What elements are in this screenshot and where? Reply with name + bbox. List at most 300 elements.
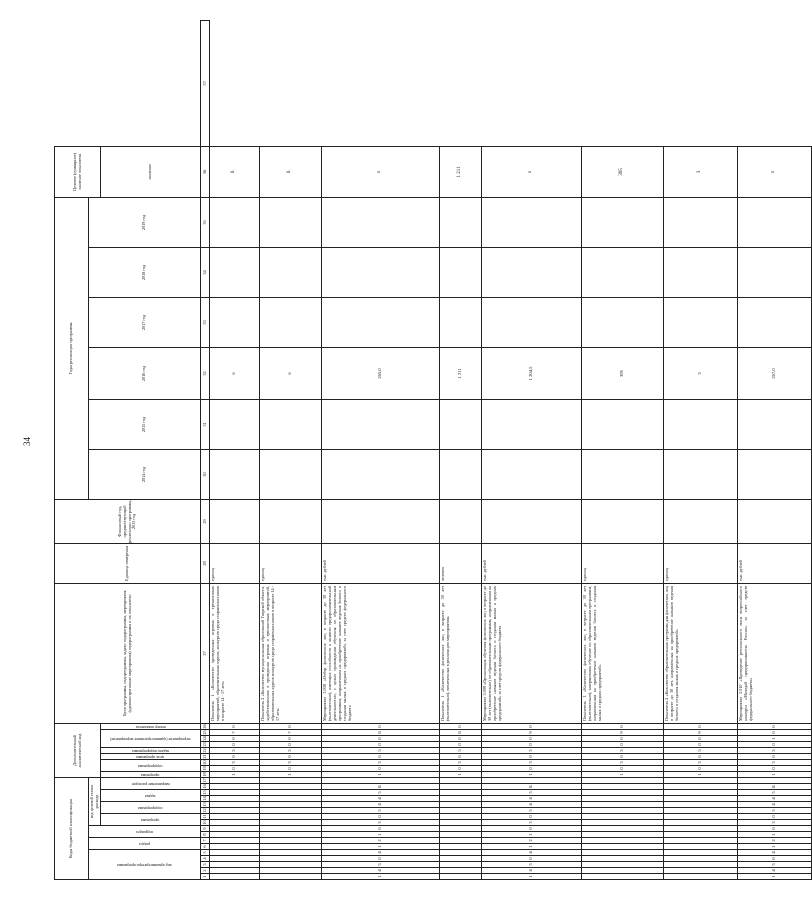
- kbk-digit: [210, 820, 260, 826]
- value-2015: [664, 399, 738, 449]
- dop-digit: 7: [260, 729, 322, 735]
- dop-digit: 5: [664, 747, 738, 753]
- row-name: Показатель 2 «Количество образовательных программ для физических лиц в возрасте до 30 лет, направленных на приобретение навыков ведения бизнеса и создания малых и средних предприятий»: [664, 583, 738, 723]
- kbk-spacer: [582, 777, 664, 783]
- table-row: [322, 20, 440, 879]
- dop-digit: 3: [440, 759, 482, 765]
- kbk-digit: [664, 790, 738, 796]
- kbk-digit: 4: [322, 868, 440, 874]
- dop-digit: 0: [482, 735, 582, 741]
- column-number: 6: [201, 844, 210, 850]
- dop-digit: 0: [210, 765, 260, 771]
- kbk-digit: [582, 784, 664, 790]
- kbk-digit: 1: [482, 844, 582, 850]
- kbk-digit: 0: [322, 826, 440, 832]
- header-year-2014: 2014 год: [89, 449, 201, 499]
- value-2014: [582, 449, 664, 499]
- kbk-digit: [210, 844, 260, 850]
- column-number: 32: [201, 347, 210, 399]
- row-unit: единиц: [582, 543, 664, 583]
- kbk-digit: [210, 826, 260, 832]
- kbk-digit: [582, 838, 664, 844]
- kbk-digit: [210, 808, 260, 814]
- kbk-digit: 1: [738, 874, 812, 880]
- dop-digit: 0: [440, 765, 482, 771]
- kbk-digit: [582, 856, 664, 862]
- kbk-digit: [210, 784, 260, 790]
- kbk-digit: [582, 868, 664, 874]
- value-2019: [440, 197, 482, 247]
- kbk-digit: [260, 832, 322, 838]
- value-2014: [738, 449, 812, 499]
- column-number: 33: [201, 297, 210, 347]
- value-2017: [664, 297, 738, 347]
- header-years: Годы реализации программы: [55, 197, 89, 499]
- kbk-digit: [260, 808, 322, 814]
- kbk-digit: [440, 838, 482, 844]
- table-row: [582, 20, 664, 879]
- kbk-digit: [260, 784, 322, 790]
- header-year-2018: 2018 год: [89, 247, 201, 297]
- kbk-digit: 0: [738, 856, 812, 862]
- dop-digit: 0: [440, 741, 482, 747]
- kbk-spacer: [664, 777, 738, 783]
- kbk-digit: [582, 820, 664, 826]
- kbk-digit: [664, 808, 738, 814]
- header-unit: Единица измерения: [55, 543, 201, 583]
- kbk-digit: Б: [738, 784, 812, 790]
- value-2015: [260, 399, 322, 449]
- kbk-digit: 5: [738, 790, 812, 796]
- dop-digit: 0: [260, 723, 322, 729]
- row-name: Показатель 1 «Количество проведенных игровых и тренинговых мероприятий, образовательных курсов, конкурсов среди старшеклассников в возрасте 14 - 17 лет»: [210, 583, 260, 723]
- column-number: 30: [201, 449, 210, 499]
- row-name: Показатель 2 «Количество муниципальных образований Тверской области, задействованных в проведении игровых и тренинговых мероприятий, образовательных курсов конкурсов среди старшеклассников в возрасте 14 - 17 лет»: [260, 583, 322, 723]
- value-2019: [664, 197, 738, 247]
- row-name: Мероприятие 5.010 «Проведение регионального этапа всероссийского конкурса «Молодой предприниматель России» за счет средств федерального бюджета»: [738, 583, 812, 723]
- kbk-digit: 5: [482, 862, 582, 868]
- value-target: 395: [582, 146, 664, 197]
- header-dop-program: программа: [101, 771, 201, 777]
- kbk-digit: [440, 790, 482, 796]
- kbk-digit: [664, 856, 738, 862]
- value-2016: 6: [210, 347, 260, 399]
- value-2013: [260, 499, 322, 543]
- kbk-digit: [440, 802, 482, 808]
- kbk-digit: [210, 868, 260, 874]
- value-2015: [582, 399, 664, 449]
- value-2018: [738, 247, 812, 297]
- column-number: 5: [201, 850, 210, 856]
- header-year-2016: 2016 год: [89, 347, 201, 399]
- row-unit: тыс. рублей: [482, 543, 582, 583]
- column-number: 4: [201, 856, 210, 862]
- dop-digit: 3: [210, 759, 260, 765]
- value-2016: 395: [582, 347, 664, 399]
- kbk-digit: 4: [482, 796, 582, 802]
- row-unit: тыс. рублей: [738, 543, 812, 583]
- value-2018: [582, 247, 664, 297]
- value-2017: [582, 297, 664, 347]
- kbk-digit: [260, 820, 322, 826]
- kbk-digit: 2: [322, 838, 440, 844]
- kbk-digit: 3: [482, 820, 582, 826]
- table-body: [210, 20, 812, 879]
- row-name: Показатель 1 «Количество физических лиц в возрасте до 30 лет (включительно), вовлеченных в реализацию мероприятия»: [440, 583, 482, 723]
- dop-digit: 5: [440, 747, 482, 753]
- kbk-digit: 1: [738, 832, 812, 838]
- kbk-digit: 4: [322, 802, 440, 808]
- dop-digit: 3: [260, 759, 322, 765]
- kbk-digit: 1: [322, 832, 440, 838]
- kbk-digit: [664, 826, 738, 832]
- dop-digit: 0: [210, 723, 260, 729]
- column-number: 36: [201, 146, 210, 197]
- kbk-digit: [260, 874, 322, 880]
- dop-digit: 3: [582, 759, 664, 765]
- kbk-digit: [260, 856, 322, 862]
- value-2017: [322, 297, 440, 347]
- header-cs-direction: направление расходов: [101, 777, 201, 789]
- kbk-digit: [440, 826, 482, 832]
- kbk-digit: [210, 856, 260, 862]
- kbk-digit: [582, 832, 664, 838]
- kbk-digit: 4: [322, 796, 440, 802]
- value-2013: [582, 499, 664, 543]
- kbk-digit: [440, 862, 482, 868]
- kbk-digit: 4: [322, 850, 440, 856]
- kbk-digit: [260, 844, 322, 850]
- value-2015: [440, 399, 482, 449]
- kbk-digit: [582, 802, 664, 808]
- kbk-digit: [210, 874, 260, 880]
- kbk-digit: [210, 802, 260, 808]
- kbk-digit: [440, 820, 482, 826]
- kbk-spacer: [322, 777, 440, 783]
- value-2013: [738, 499, 812, 543]
- kbk-digit: 4: [738, 796, 812, 802]
- kbk-digit: [440, 844, 482, 850]
- kbk-digit: [582, 850, 664, 856]
- kbk-digit: Б: [482, 784, 582, 790]
- kbk-spacer: [260, 777, 322, 783]
- column-number: 27: [201, 583, 210, 723]
- kbk-digit: [260, 814, 322, 820]
- dop-digit: 1: [738, 735, 812, 741]
- dop-digit: 3: [322, 759, 440, 765]
- kbk-digit: [582, 808, 664, 814]
- rotated-table-container: [54, 34, 777, 880]
- dop-digit: 0: [664, 765, 738, 771]
- column-number: 24: [201, 735, 210, 741]
- value-2018: [482, 247, 582, 297]
- header-dop-event: мероприятие (административное мероприятие): [101, 729, 201, 747]
- dop-digit: 0: [210, 753, 260, 759]
- kbk-digit: [210, 790, 260, 796]
- kbk-digit: 5: [322, 790, 440, 796]
- value-2015: [482, 399, 582, 449]
- dop-digit: 0: [322, 735, 440, 741]
- kbk-digit: [664, 814, 738, 820]
- kbk-digit: [664, 868, 738, 874]
- header-dop-indicator: номер показателя: [101, 723, 201, 729]
- column-number: 37: [201, 20, 210, 146]
- dop-digit: 0: [322, 741, 440, 747]
- value-2019: [482, 197, 582, 247]
- kbk-digit: 1: [738, 844, 812, 850]
- value-2017: [738, 297, 812, 347]
- value-target: х: [738, 146, 812, 197]
- dop-digit: 0: [582, 735, 664, 741]
- header-year-2017: 2017 год: [89, 297, 201, 347]
- column-number: 22: [201, 747, 210, 753]
- dop-digit: 1: [664, 771, 738, 777]
- kbk-digit: 1: [322, 844, 440, 850]
- value-2013: [664, 499, 738, 543]
- row-unit: единиц: [664, 543, 738, 583]
- dop-digit: 5: [210, 747, 260, 753]
- column-number: 29: [201, 499, 210, 543]
- kbk-digit: [582, 796, 664, 802]
- value-2014: [260, 449, 322, 499]
- kbk-digit: 1: [322, 874, 440, 880]
- value-2015: [738, 399, 812, 449]
- kbk-digit: [260, 862, 322, 868]
- column-number: 3: [201, 862, 210, 868]
- value-target: х: [482, 146, 582, 197]
- kbk-digit: [664, 874, 738, 880]
- dop-digit: 0: [482, 753, 582, 759]
- kbk-digit: [440, 808, 482, 814]
- dop-digit: 0: [260, 735, 322, 741]
- dop-digit: 0: [738, 729, 812, 735]
- value-2017: [440, 297, 482, 347]
- dop-digit: 0: [582, 723, 664, 729]
- kbk-digit: [260, 850, 322, 856]
- kbk-digit: [260, 802, 322, 808]
- value-target: 1 211: [440, 146, 482, 197]
- column-numbers-row: [201, 20, 210, 879]
- dop-digit: 1: [482, 771, 582, 777]
- value-target: 6: [260, 146, 322, 197]
- value-2018: [440, 247, 482, 297]
- kbk-digit: [260, 790, 322, 796]
- table-row: [664, 20, 738, 879]
- dop-digit: 0: [582, 765, 664, 771]
- value-2014: [322, 449, 440, 499]
- kbk-spacer: [440, 777, 482, 783]
- dop-digit: 0: [260, 765, 322, 771]
- dop-digit: 0: [738, 765, 812, 771]
- dop-digit: 0: [210, 735, 260, 741]
- column-number: 17: [201, 777, 210, 783]
- kbk-digit: 0: [482, 814, 582, 820]
- column-number: 28: [201, 543, 210, 583]
- kbk-digit: 4: [738, 868, 812, 874]
- dop-digit: 5: [738, 747, 812, 753]
- header-target-value: значение: [101, 146, 201, 197]
- column-number: 16: [201, 784, 210, 790]
- value-2016: 1 211: [440, 347, 482, 399]
- value-target: 6: [210, 146, 260, 197]
- row-name: Мероприятие 5.008 «Отбор физических лиц в возрасте до 30 лет (включительно), имеющих способности к занятию предпринимательской деятельностью, с целью прохождения обучения по образовательным программам, направленным на приобретение навыков ведения бизнеса и создания малых и средних предприятий» за счет средств федерального бюджета: [322, 583, 440, 723]
- dop-digit: 0: [582, 741, 664, 747]
- dop-digit: 5: [482, 747, 582, 753]
- dop-digit: 0: [322, 753, 440, 759]
- dop-digit: 0: [738, 753, 812, 759]
- kbk-digit: 5: [322, 808, 440, 814]
- kbk-digit: [664, 796, 738, 802]
- dop-digit: 8: [440, 729, 482, 735]
- value-2013: [440, 499, 482, 543]
- column-number: 35: [201, 197, 210, 247]
- value-2018: [322, 247, 440, 297]
- dop-digit: 0: [260, 753, 322, 759]
- value-2016: 265,0: [322, 347, 440, 399]
- column-number: 19: [201, 765, 210, 771]
- value-2017: [482, 297, 582, 347]
- dop-digit: 1: [210, 771, 260, 777]
- kbk-digit: 4: [482, 868, 582, 874]
- dop-digit: 0: [738, 741, 812, 747]
- column-number: 34: [201, 247, 210, 297]
- column-number: 26: [201, 723, 210, 729]
- dop-digit: 0: [440, 735, 482, 741]
- kbk-digit: 0: [738, 826, 812, 832]
- dop-digit: 0: [210, 741, 260, 747]
- table-row: [482, 20, 582, 879]
- column-number: 10: [201, 820, 210, 826]
- dop-digit: 7: [210, 729, 260, 735]
- header-kbk-admin: код администратора программы: [89, 850, 201, 880]
- value-2015: [210, 399, 260, 449]
- header-cs-task: задача: [101, 790, 201, 802]
- column-number: 8: [201, 832, 210, 838]
- kbk-digit: [210, 814, 260, 820]
- value-2016: 267,0: [738, 347, 812, 399]
- value-2013: [482, 499, 582, 543]
- table-row: [440, 20, 482, 879]
- value-2018: [210, 247, 260, 297]
- dop-digit: 5: [582, 747, 664, 753]
- column-number: 21: [201, 753, 210, 759]
- dop-digit: 1: [322, 771, 440, 777]
- dop-digit: 0: [482, 765, 582, 771]
- dop-digit: 0: [664, 735, 738, 741]
- header-year-2015: 2015 год: [89, 399, 201, 449]
- header-dop-task: задача подпрограммы: [101, 747, 201, 753]
- kbk-digit: [582, 826, 664, 832]
- kbk-digit: 4: [482, 850, 582, 856]
- kbk-digit: [440, 784, 482, 790]
- column-number: 9: [201, 826, 210, 832]
- row-unit: человек: [440, 543, 482, 583]
- dop-digit: 0: [738, 723, 812, 729]
- header-kbk-section: раздел: [89, 838, 201, 850]
- row-unit: единиц: [210, 543, 260, 583]
- kbk-digit: 0: [738, 814, 812, 820]
- dop-digit: 3: [482, 759, 582, 765]
- header-dop-goal: цель программы: [101, 753, 201, 759]
- kbk-digit: 1: [482, 874, 582, 880]
- row-name: Показатель 1 «Количество физических лиц в возрасте до 30 лет (включительно), завершивших обучение по образовательным программам, направленным на приобретение навыков ведения бизнеса и создания малых и средних предприятий»: [582, 583, 664, 723]
- dop-digit: 9: [664, 729, 738, 735]
- dop-digit: 0: [322, 765, 440, 771]
- value-2016: 6: [260, 347, 322, 399]
- dop-digit: 1: [260, 771, 322, 777]
- kbk-digit: [440, 874, 482, 880]
- kbk-digit: 4: [738, 850, 812, 856]
- column-number: 11: [201, 814, 210, 820]
- table-row: [260, 20, 322, 879]
- value-2019: [260, 197, 322, 247]
- dop-digit: 3: [664, 759, 738, 765]
- value-2017: [260, 297, 322, 347]
- kbk-digit: [260, 868, 322, 874]
- dop-digit: 1: [582, 771, 664, 777]
- dop-digit: 0: [664, 723, 738, 729]
- column-number: 2: [201, 868, 210, 874]
- kbk-digit: [582, 844, 664, 850]
- value-2015: [322, 399, 440, 449]
- header-target: Целевое (суммарное) значение показателя: [55, 146, 101, 197]
- kbk-digit: [440, 796, 482, 802]
- kbk-digit: [210, 838, 260, 844]
- kbk-spacer: [210, 777, 260, 783]
- value-2019: [582, 197, 664, 247]
- value-2014: [210, 449, 260, 499]
- row-name: Мероприятие 5.009 «Организация обучения физических лиц в возрасте до 30 лет (включительно) по образовательным программам, направленным на приобретение навыков ведения бизнеса и создания малых и средних предприятий» за счет средств федерального бюджета: [482, 583, 582, 723]
- kbk-digit: [582, 862, 664, 868]
- value-target: 3: [664, 146, 738, 197]
- kbk-digit: [440, 832, 482, 838]
- value-2013: [210, 499, 260, 543]
- header-kbk: Коды бюджетной классификации: [55, 777, 89, 879]
- column-number: 14: [201, 796, 210, 802]
- kbk-digit: 2: [482, 838, 582, 844]
- kbk-digit: Б: [322, 784, 440, 790]
- kbk-digit: 5: [482, 808, 582, 814]
- column-number: 12: [201, 808, 210, 814]
- value-2019: [210, 197, 260, 247]
- header-name: Цели программы, подпрограммы, задачи подпрограммы, мероприятия (административные мероприятия) подпрограммы и их показатели: [55, 583, 201, 723]
- kbk-digit: 0: [322, 856, 440, 862]
- kbk-digit: [260, 826, 322, 832]
- value-2014: [664, 449, 738, 499]
- kbk-digit: [664, 838, 738, 844]
- kbk-digit: [664, 820, 738, 826]
- value-2013: [322, 499, 440, 543]
- value-2018: [260, 247, 322, 297]
- kbk-digit: 5: [322, 862, 440, 868]
- kbk-digit: [260, 838, 322, 844]
- kbk-digit: [210, 862, 260, 868]
- kbk-digit: [582, 874, 664, 880]
- kbk-digit: [664, 850, 738, 856]
- dop-digit: 0: [482, 723, 582, 729]
- header-dop-subprogram: подпрограмма: [101, 759, 201, 771]
- table-row: [738, 20, 812, 879]
- dop-digit: 0: [582, 753, 664, 759]
- kbk-digit: 5: [738, 862, 812, 868]
- header-dop: Дополнительный аналитический код: [55, 723, 101, 777]
- kbk-digit: [664, 862, 738, 868]
- value-2019: [322, 197, 440, 247]
- value-2014: [482, 449, 582, 499]
- kbk-digit: [664, 784, 738, 790]
- program-table: [54, 20, 812, 880]
- value-2019: [738, 197, 812, 247]
